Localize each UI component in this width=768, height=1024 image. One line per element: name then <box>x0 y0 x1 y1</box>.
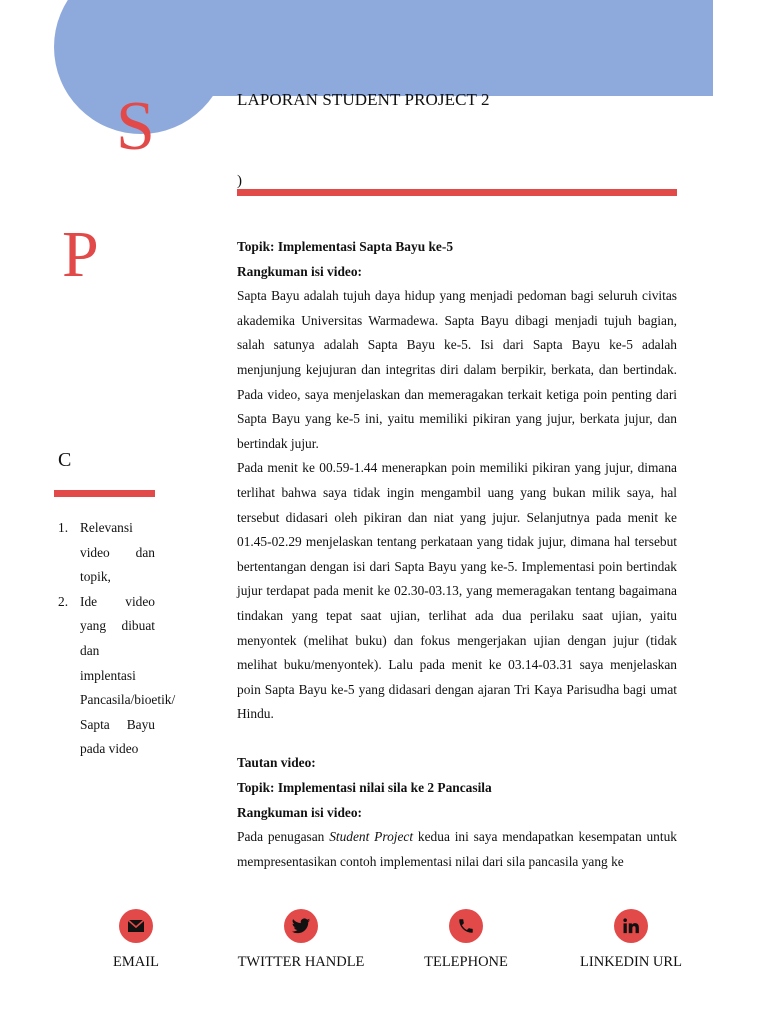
list-item <box>54 590 176 762</box>
footer-label-telephone: TELEPHONE <box>424 954 508 970</box>
title-divider <box>237 189 677 196</box>
email-icon <box>119 909 153 943</box>
summary-paragraph-1: Sapta Bayu adalah tujuh daya hidup yang menjadi pedoman bagi seluruh civitas akademika Universitas Warmadewa. Sapta Bayu dibagi menjadi tujuh bagian, salah satunya adalah Sapta Bayu ke-5. Isi dari Sapta Bayu ke-5 adalah menjunjung kejujuran dan integritas diri dalam berpikir, berkata, dan bertindak. Pada video, saya menjelaskan dan memeragakan terkait ketiga poin penting dari Sapta Bayu yang ke-5 ini, yaitu memiliki pikiran yang jujur, berkata jujur, dan bertindak jujur. <box>237 288 677 451</box>
footer-email[interactable] <box>56 909 216 971</box>
linkedin-icon <box>614 909 648 943</box>
list-number: 2. <box>58 593 69 609</box>
list-number: 1. <box>58 520 69 535</box>
topic-heading-1: Topik: Implementasi Sapta Bayu ke-5 <box>237 239 454 254</box>
main-content <box>237 235 677 874</box>
initial-c: C <box>58 449 72 471</box>
initial-p: P <box>62 218 99 291</box>
footer-label-linkedin: LINKEDIN URL <box>580 954 682 970</box>
spacer <box>237 727 677 752</box>
footer-telephone[interactable] <box>386 909 546 971</box>
summary-label-1: Rangkuman isi video: <box>237 263 363 279</box>
footer-label-email: EMAIL <box>113 954 159 970</box>
phone-icon <box>449 909 483 943</box>
footer-linkedin[interactable] <box>551 909 711 971</box>
video-link-label: Tautan video: <box>237 755 316 771</box>
page-title: LAPORAN STUDENT PROJECT 2 <box>237 90 490 109</box>
sidebar-divider <box>54 490 155 497</box>
topic-heading-2: Topik: Implementasi nilai sila ke 2 Pancasila <box>237 780 492 796</box>
para3-text-start: Pada penugasan <box>237 829 330 845</box>
criteria-list <box>54 516 176 762</box>
list-text: Relevansi video dan topik, <box>80 520 155 585</box>
initial-s: S <box>116 88 155 165</box>
para3-text-end: kedua ini saya mendapatkan kesempatan untuk mempresentasikan contoh implementasi nilai dari sila pancasila yang ke <box>237 829 677 869</box>
footer-twitter[interactable] <box>221 909 381 971</box>
summary-paragraph-2: Pada menit ke 00.59-1.44 menerapkan poin memiliki pikiran yang jujur, dimana terlihat bahwa saya tidak ingin mengambil uang yang bukan milik saya, hal tersebut didasari oleh pikiran dan niat yang jujur. Selanjutnya pada menit ke 01.45-02.29 menjelaskan tentang perkataan yang tidak jujur, dimana hal tersebut bertentangan dengan isi dari Sapta Bayu yang ke-5. Implementasi poin bertindak jujur terdapat pada menit ke 02.30-03.13, yang memeragakan tentang bagaimana tindakan yang tepat saat ujian, terlihat ada dua perilaku saat ujian, yaitu menyontek (melihat buku) dan fokus mengerjakan ujian dengan jujur (tidak melihat buku/menyontek). Lalu pada menit ke 03.14-03.31 saya menjelaskan poin Sapta Bayu ke-5 yang didasari dengan ajaran Tri Kaya Parisudha bagi umat Hindu. <box>237 460 677 722</box>
list-text: Ide video yang dibuat dan implentasi Pancasila/bioetik/ Sapta Bayu pada video <box>80 593 176 757</box>
page-subtitle: ) <box>237 173 242 189</box>
para3-italic-term: Student Project <box>329 829 414 845</box>
list-item <box>54 516 155 590</box>
summary-paragraph-3 <box>237 825 677 874</box>
summary-label-2: Rangkuman isi video: <box>237 804 363 820</box>
footer-label-twitter: TWITTER HANDLE <box>237 954 365 970</box>
twitter-icon <box>284 909 318 943</box>
